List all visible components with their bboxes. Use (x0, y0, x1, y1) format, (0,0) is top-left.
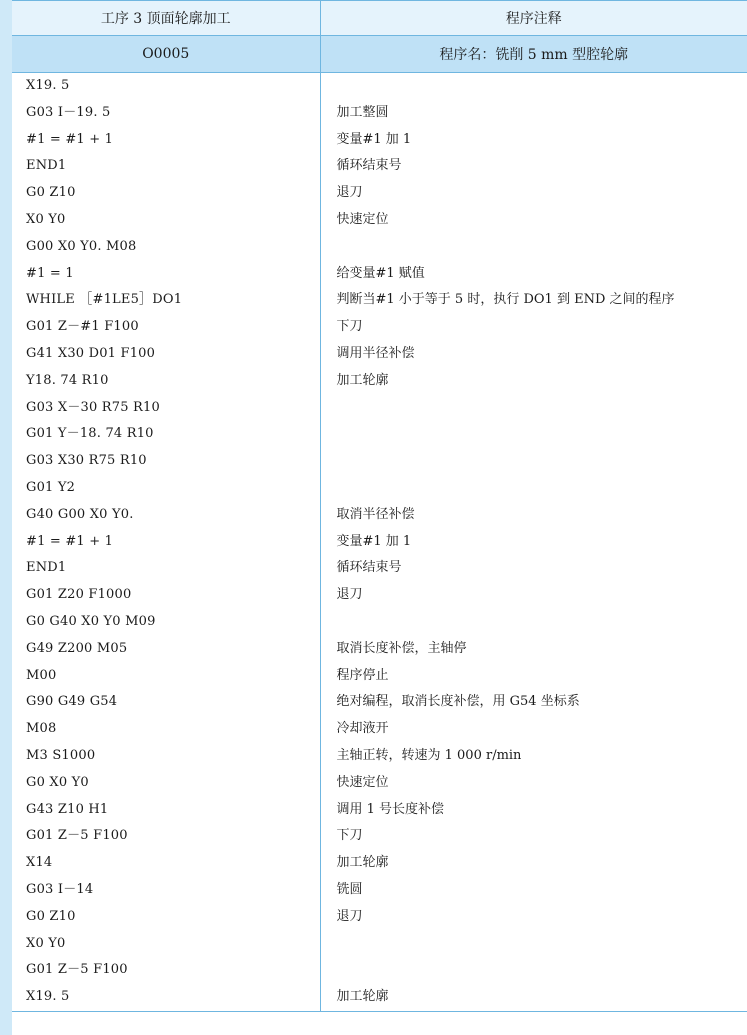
program-name: 程序名：铣削 5 mm 型腔轮廓 (320, 36, 747, 73)
comment-cell: 判断当#1 小于等于 5 时，执行 DO1 到 END 之间的程序 (336, 292, 675, 308)
nc-code-cell: X19. 5 (12, 984, 320, 1011)
comment-cell: 快速定位 (336, 774, 389, 790)
nc-code-cell: X0 Y0 (12, 931, 320, 958)
column-header-comment: 程序注释 (320, 1, 747, 36)
table-row (12, 234, 747, 261)
nc-code-cell: G01 Y－18. 74 R10 (12, 421, 320, 448)
nc-code-cell: X14 (12, 850, 320, 877)
table-row (12, 716, 747, 743)
comment-cell: 加工轮廓 (336, 372, 389, 388)
table-row (12, 153, 747, 180)
comment-cell: 下刀 (336, 828, 363, 844)
nc-code-cell: END1 (12, 555, 320, 582)
comment-cell (320, 395, 747, 422)
table-row (12, 475, 747, 502)
table-row (12, 823, 747, 850)
table-row (12, 957, 747, 984)
decorative-side-strip (0, 0, 12, 1035)
nc-code-cell: M08 (12, 716, 320, 743)
nc-code-cell: G01 Z－5 F100 (12, 823, 320, 850)
comment-cell: 退刀 (336, 185, 363, 201)
table-row (12, 529, 747, 556)
comment-cell: 退刀 (336, 908, 363, 924)
table-row (12, 850, 747, 877)
comment-cell: 取消半径补偿 (336, 506, 415, 522)
table-row (12, 502, 747, 529)
nc-code-cell: #1 = #1 + 1 (12, 127, 320, 154)
comment-cell: 调用半径补偿 (336, 345, 415, 361)
table-row (12, 100, 747, 127)
table-row (12, 261, 747, 288)
column-header-process: 工序 3 顶面轮廓加工 (12, 1, 320, 36)
comment-cell: 循环结束号 (336, 158, 402, 174)
comment-cell (320, 421, 747, 448)
nc-code-cell: G01 Y2 (12, 475, 320, 502)
nc-code-cell: #1 = 1 (12, 261, 320, 288)
table-row (12, 689, 747, 716)
comment-cell (320, 448, 747, 475)
nc-code-cell: G01 Z－#1 F100 (12, 314, 320, 341)
comment-cell: 程序停止 (336, 667, 389, 683)
table-row (12, 877, 747, 904)
nc-code-cell: G03 X30 R75 R10 (12, 448, 320, 475)
table-row (12, 743, 747, 770)
table-row (12, 368, 747, 395)
table-subheader-row (12, 36, 747, 73)
comment-cell: 取消长度补偿，主轴停 (336, 640, 467, 656)
table-row (12, 609, 747, 636)
nc-code-cell: M3 S1000 (12, 743, 320, 770)
comment-cell: 冷却液开 (336, 721, 389, 737)
comment-cell (320, 234, 747, 261)
comment-cell: 加工轮廓 (320, 984, 747, 1011)
program-number: O0005 (12, 36, 320, 73)
nc-code-cell: G0 X0 Y0 (12, 770, 320, 797)
nc-code-cell: G40 G00 X0 Y0. (12, 502, 320, 529)
nc-code-cell: G0 G40 X0 Y0 M09 (12, 609, 320, 636)
nc-code-cell: G00 X0 Y0. M08 (12, 234, 320, 261)
comment-cell: 给变量#1 赋值 (336, 265, 425, 281)
comment-cell: 变量#1 加 1 (336, 131, 412, 147)
comment-cell (320, 609, 747, 636)
table-row (12, 904, 747, 931)
comment-cell: 加工轮廓 (336, 855, 389, 871)
comment-cell (320, 931, 747, 958)
nc-code-cell: G01 Z20 F1000 (12, 582, 320, 609)
nc-code-cell: G03 I－14 (12, 877, 320, 904)
comment-cell (320, 73, 747, 100)
table-row (12, 797, 747, 824)
nc-code-cell: #1 = #1 + 1 (12, 529, 320, 556)
table-row (12, 395, 747, 422)
comment-cell: 调用 1 号长度补偿 (336, 801, 445, 817)
comment-cell: 主轴正转，转速为 1 000 r/min (336, 747, 522, 763)
nc-code-cell: G41 X30 D01 F100 (12, 341, 320, 368)
table-row (12, 207, 747, 234)
table-row (12, 770, 747, 797)
nc-code-cell: M00 (12, 663, 320, 690)
table-row (12, 931, 747, 958)
comment-cell: 铣圆 (336, 881, 363, 897)
comment-cell: 退刀 (336, 587, 363, 603)
table-row (12, 421, 747, 448)
table-row (12, 314, 747, 341)
comment-cell: 循环结束号 (336, 560, 402, 576)
table-row (12, 180, 747, 207)
nc-code-cell: G03 X－30 R75 R10 (12, 395, 320, 422)
comment-cell: 绝对编程，取消长度补偿，用 G54 坐标系 (336, 694, 580, 710)
comment-cell: 变量#1 加 1 (336, 533, 412, 549)
table-row (12, 663, 747, 690)
nc-code-cell: G01 Z－5 F100 (12, 957, 320, 984)
nc-program-table (12, 0, 747, 1012)
table-row (12, 555, 747, 582)
comment-cell (320, 475, 747, 502)
table-row (12, 984, 747, 1011)
nc-code-cell: G49 Z200 M05 (12, 636, 320, 663)
nc-code-cell: WHILE ［#1LE5］DO1 (12, 287, 320, 314)
table-row (12, 341, 747, 368)
nc-code-cell: G43 Z10 H1 (12, 797, 320, 824)
nc-code-cell: END1 (12, 153, 320, 180)
nc-code-cell: G0 Z10 (12, 180, 320, 207)
comment-cell: 快速定位 (336, 211, 389, 227)
comment-cell (320, 957, 747, 984)
table-header-row (12, 1, 747, 36)
nc-code-cell: X19. 5 (12, 73, 320, 100)
nc-code-cell: Y18. 74 R10 (12, 368, 320, 395)
table-row (12, 448, 747, 475)
table-row (12, 582, 747, 609)
program-rows (12, 73, 747, 1012)
table-row (12, 73, 747, 100)
table-row (12, 636, 747, 663)
comment-cell: 加工整圆 (336, 104, 389, 120)
nc-code-cell: X0 Y0 (12, 207, 320, 234)
nc-code-cell: G0 Z10 (12, 904, 320, 931)
nc-code-cell: G03 I－19. 5 (12, 100, 320, 127)
table-row (12, 287, 747, 314)
comment-cell: 下刀 (336, 319, 363, 335)
nc-code-cell: G90 G49 G54 (12, 689, 320, 716)
table-row (12, 127, 747, 154)
